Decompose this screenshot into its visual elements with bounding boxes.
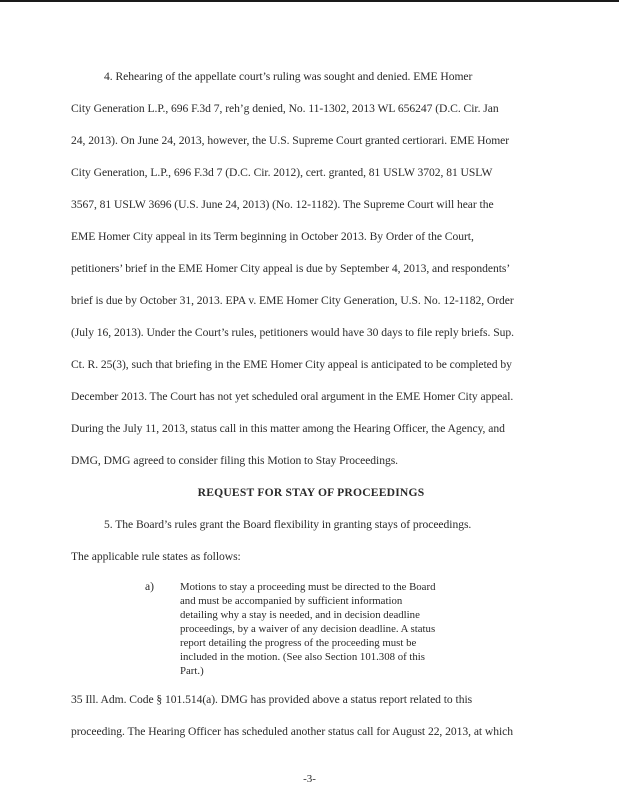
p4-line-10: Ct. R. 25(3), such that briefing in the EME Homer City appeal is anticipated to be completed by bbox=[71, 358, 512, 371]
p4-line-13: DMG, DMG agreed to consider filing this Motion to Stay Proceedings. bbox=[71, 454, 399, 467]
p4-line-1: 4. Rehearing of the appellate court’s ruling was sought and denied. EME Homer bbox=[104, 70, 473, 83]
p4-line-4: City Generation, L.P., 696 F.3d 7 (D.C. Cir. 2012), cert. granted, 81 USLW 3702, 81 USLW bbox=[71, 166, 493, 179]
quote-line-6: included in the motion. (See also Section 101.308 of this bbox=[180, 651, 425, 663]
quote-line-2: and must be accompanied by sufficient information bbox=[180, 595, 403, 607]
page-number: -3- bbox=[303, 773, 316, 785]
p5-line-2: The applicable rule states as follows: bbox=[71, 550, 241, 563]
section-heading: REQUEST FOR STAY OF PROCEEDINGS bbox=[197, 486, 425, 499]
quote-label: a) bbox=[145, 580, 155, 593]
post-quote-line-1: 35 Ill. Adm. Code § 101.514(a). DMG has provided above a status report related to this bbox=[71, 693, 473, 706]
p4-line-7: petitioners’ brief in the EME Homer City appeal is due by September 4, 2013, and respondents’ bbox=[71, 262, 511, 275]
p5-line-1: 5. The Board’s rules grant the Board flexibility in granting stays of proceedings. bbox=[104, 518, 472, 531]
p4-line-2: City Generation L.P., 696 F.3d 7, reh’g denied, No. 11-1302, 2013 WL 656247 (D.C. Cir. Jan bbox=[71, 102, 499, 115]
quote-line-3: detailing why a stay is needed, and in decision deadline bbox=[180, 609, 420, 621]
p4-line-11: December 2013. The Court has not yet scheduled oral argument in the EME Homer City appeal. bbox=[71, 390, 514, 403]
p4-line-3: 24, 2013). On June 24, 2013, however, the U.S. Supreme Court granted certiorari. EME Homer bbox=[71, 134, 510, 147]
p4-line-6: EME Homer City appeal in its Term beginning in October 2013. By Order of the Court, bbox=[71, 230, 474, 243]
quote-line-4: proceedings, by a waiver of any decision deadline. A status bbox=[180, 623, 436, 635]
top-border bbox=[0, 0, 619, 2]
p4-line-8: brief is due by October 31, 2013. EPA v. EME Homer City Generation, U.S. No. 12-1182, Order bbox=[71, 294, 514, 307]
p4-line-5: 3567, 81 USLW 3696 (U.S. June 24, 2013) (No. 12-1182). The Supreme Court will hear the bbox=[71, 198, 494, 211]
quote-line-7: Part.) bbox=[180, 665, 204, 677]
post-quote-line-2: proceeding. The Hearing Officer has scheduled another status call for August 22, 2013, at which bbox=[71, 725, 514, 738]
p4-line-9: (July 16, 2013). Under the Court’s rules, petitioners would have 30 days to file reply briefs. Sup. bbox=[71, 326, 514, 339]
quote-line-1: Motions to stay a proceeding must be directed to the Board bbox=[180, 581, 436, 593]
quote-line-5: report detailing the progress of the proceeding must be bbox=[180, 637, 417, 649]
p4-line-12: During the July 11, 2013, status call in this matter among the Hearing Officer, the Agency, and bbox=[71, 422, 505, 435]
